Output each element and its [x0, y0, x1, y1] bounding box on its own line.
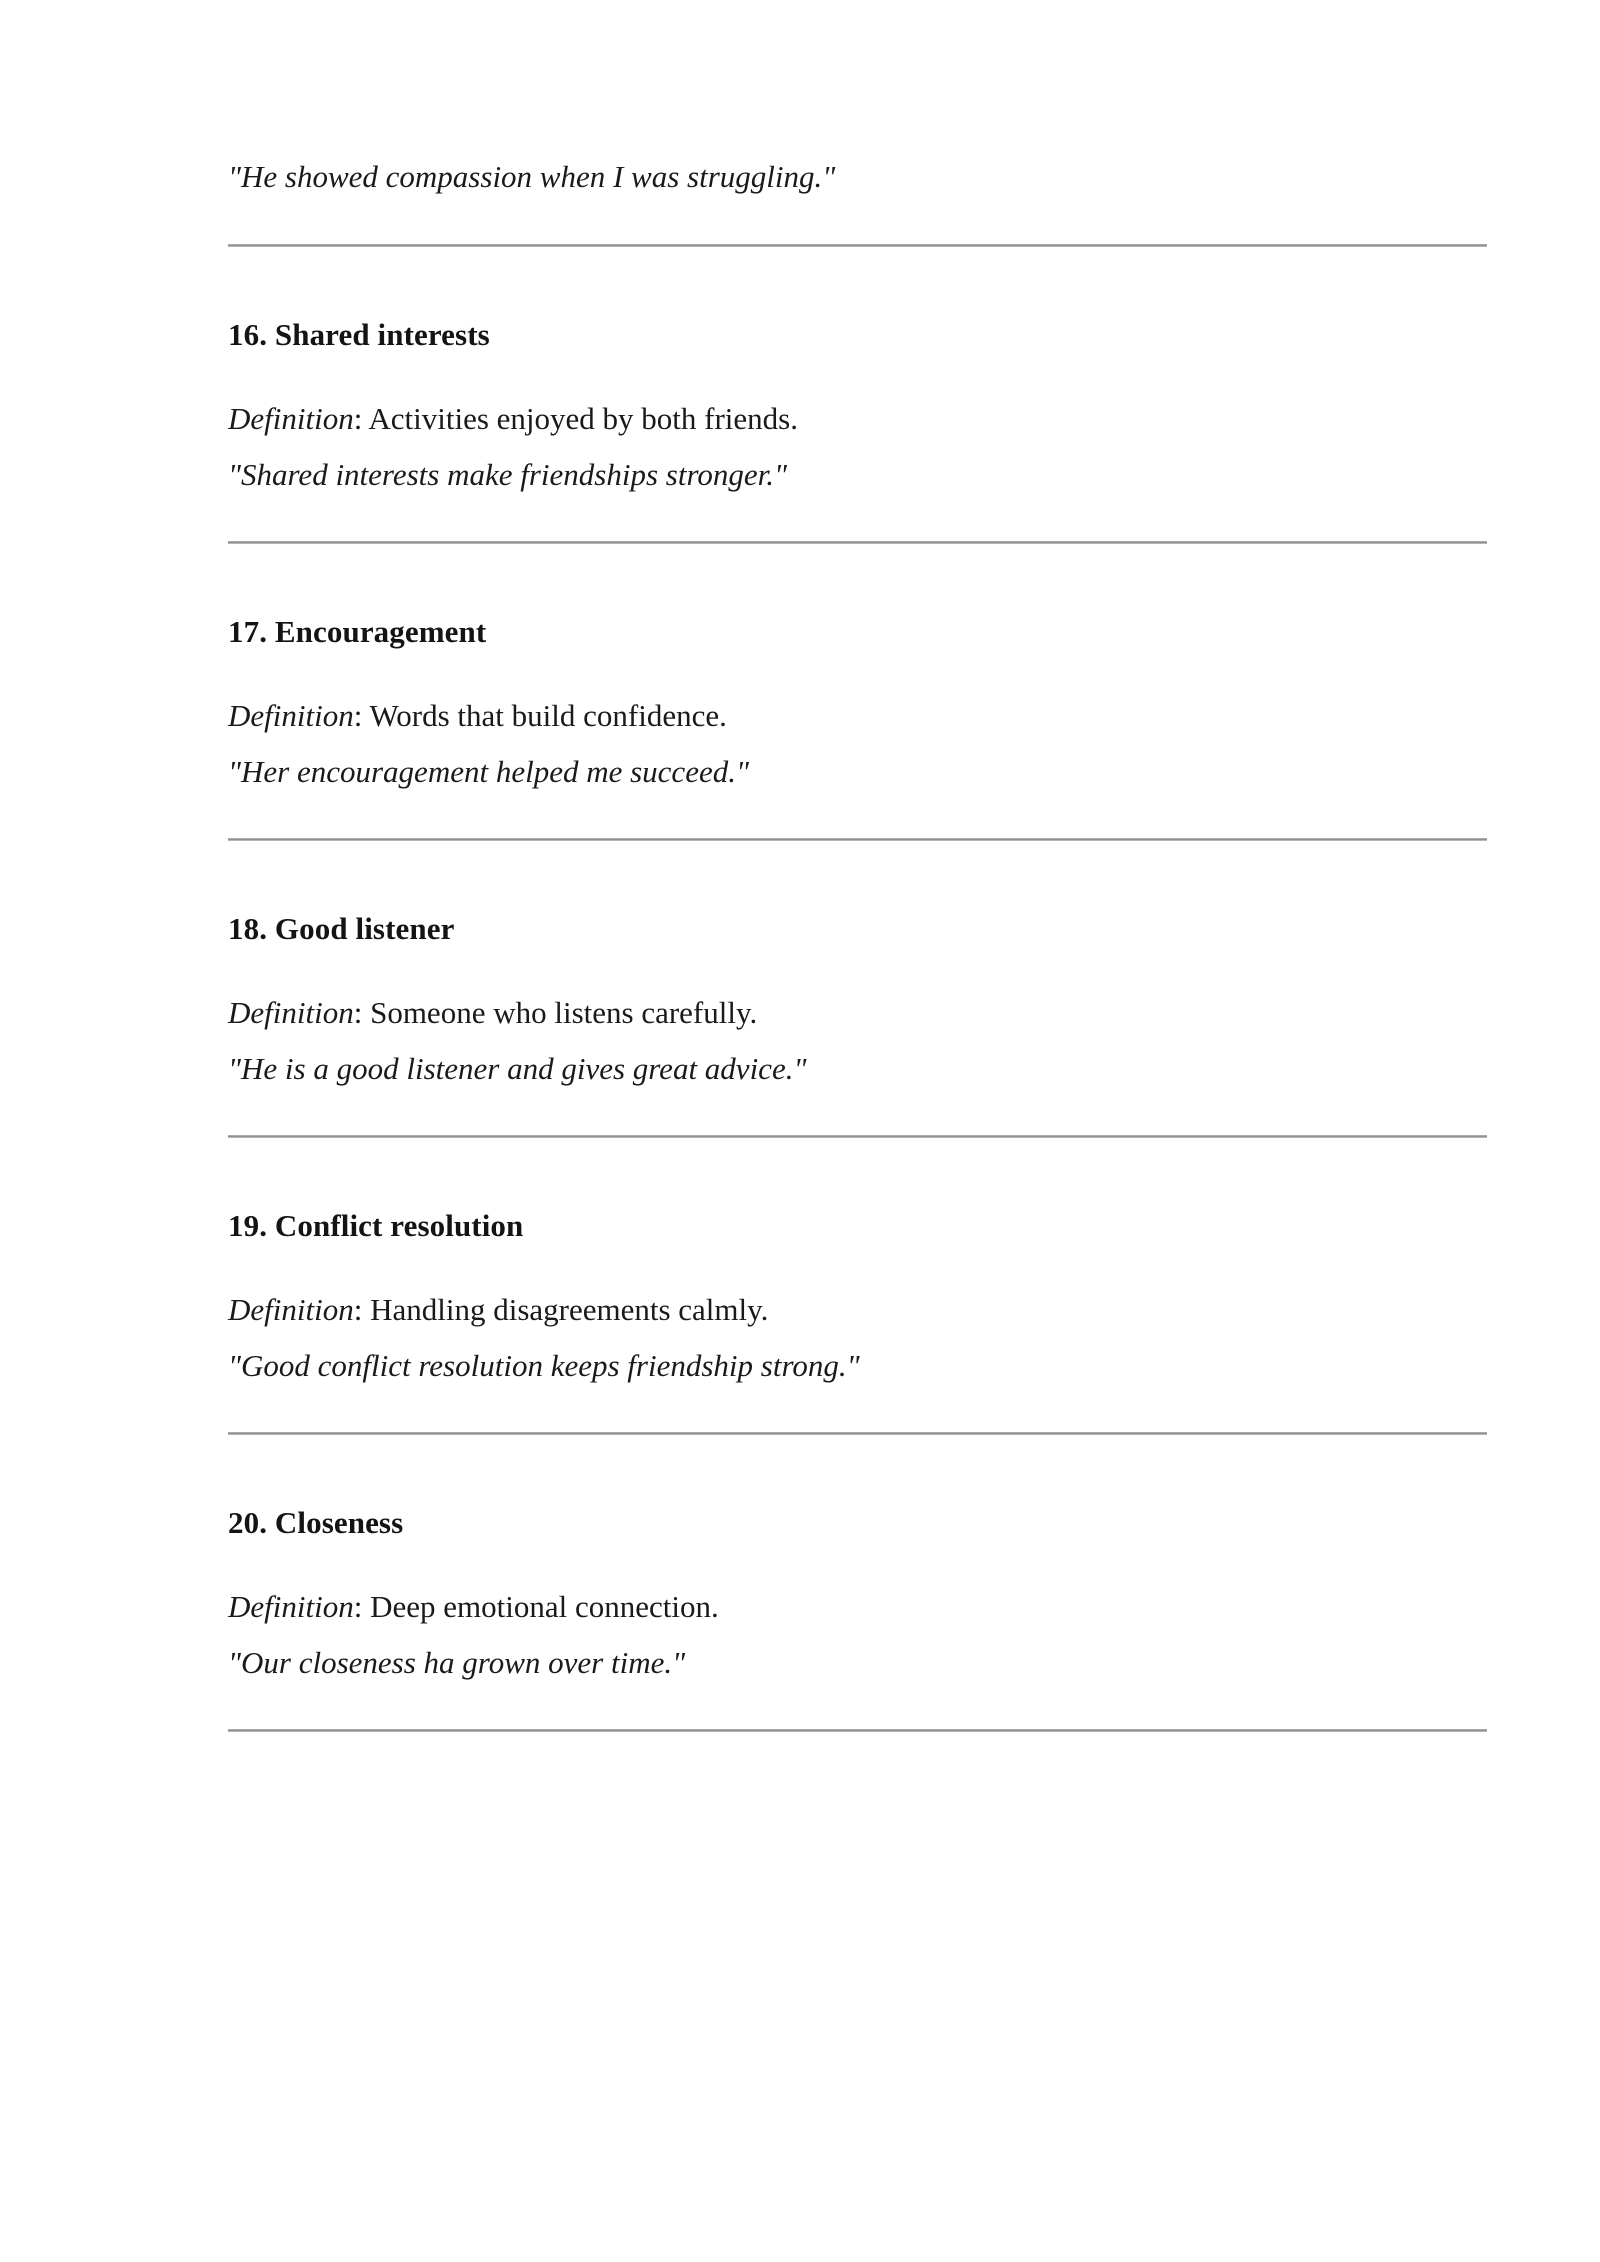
- entry-example-quote: "Good conflict resolution keeps friendship strong.": [228, 1347, 860, 1383]
- definition-label: Definition: [228, 995, 354, 1031]
- entry-definition: [228, 1246, 1487, 1331]
- glossary-entry: [228, 1138, 1487, 1387]
- definition-label: Definition: [228, 698, 354, 734]
- glossary-entry: [228, 841, 1487, 1090]
- entry-title: 19. Conflict resolution: [228, 1207, 524, 1243]
- glossary-entry: [228, 247, 1487, 496]
- entry-title: 16. Shared interests: [228, 316, 490, 352]
- entry-definition: [228, 949, 1487, 1034]
- entry-title: 20. Closeness: [228, 1504, 404, 1540]
- definition-text: : Deep emotional connection.: [353, 1589, 719, 1625]
- section-divider: [228, 1729, 1487, 1732]
- definition-text: : Activities enjoyed by both friends.: [353, 401, 798, 437]
- entry-definition: [228, 1543, 1487, 1628]
- entry-definition: [228, 355, 1487, 440]
- entry-example-quote: "Shared interests make friendships stronger.": [228, 456, 788, 492]
- entry-title: 17. Encouragement: [228, 613, 487, 649]
- definition-label: Definition: [228, 1292, 354, 1328]
- glossary-entry: [228, 544, 1487, 793]
- definition-label: Definition: [228, 1589, 354, 1625]
- definition-text: : Words that build confidence.: [353, 698, 727, 734]
- definition-text: : Handling disagreements calmly.: [353, 1292, 769, 1328]
- lead-example-quote: "He showed compassion when I was struggling.": [228, 159, 836, 194]
- document-content: [228, 0, 1487, 1732]
- entry-definition: [228, 652, 1487, 737]
- entry-example-quote: "Our closeness ha grown over time.": [228, 1644, 686, 1680]
- entry-title: 18. Good listener: [228, 910, 455, 946]
- glossary-entry: [228, 1435, 1487, 1684]
- definition-label: Definition: [228, 401, 354, 437]
- entry-example-quote: "Her encouragement helped me succeed.": [228, 753, 749, 789]
- entry-example-quote: "He is a good listener and gives great advice.": [228, 1050, 807, 1086]
- definition-text: : Someone who listens carefully.: [353, 995, 758, 1031]
